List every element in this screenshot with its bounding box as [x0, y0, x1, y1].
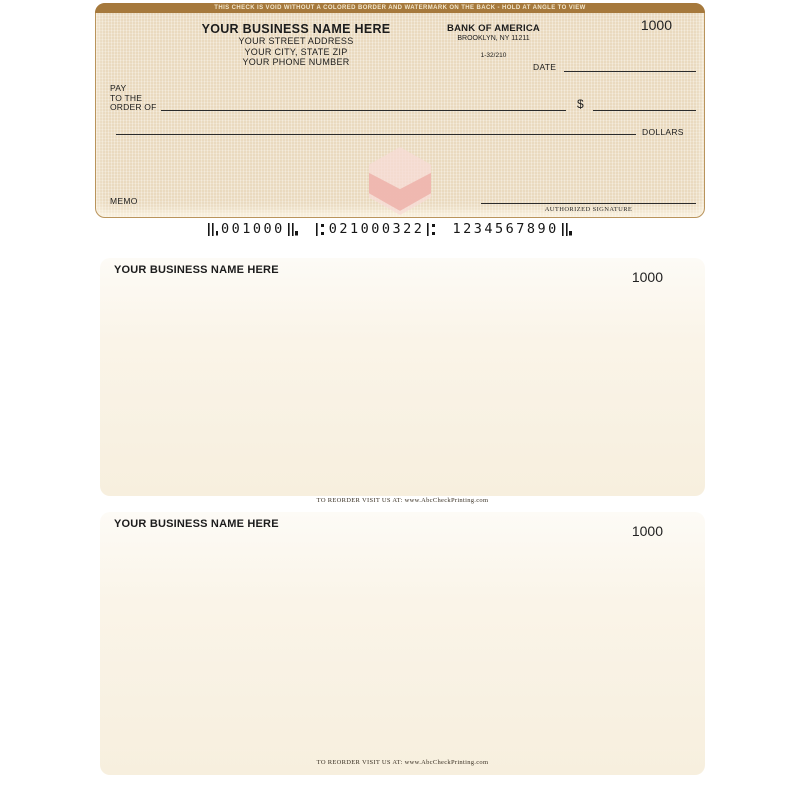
dollars-label: DOLLARS [642, 127, 684, 137]
micr-transit-symbol [427, 223, 437, 236]
micr-onus-symbol [288, 223, 298, 236]
authorized-signature-label: AUTHORIZED SIGNATURE [544, 206, 633, 213]
amount-line[interactable] [593, 100, 696, 111]
order-of-label: ORDER OF [110, 102, 157, 112]
micr-onus-symbol [562, 223, 572, 236]
voucher-stub-1 [100, 258, 705, 496]
watermark-cube-icon [369, 147, 431, 215]
pay-label: PAY [110, 83, 127, 93]
micr-account-number: 1234567890 [452, 221, 559, 237]
bank-name: BANK OF AMERICA [447, 23, 540, 34]
voucher-stub-2 [100, 512, 705, 775]
reorder-footer: TO REORDER VISIT US AT: www.AbcCheckPrinting.com [316, 759, 489, 766]
payee-line[interactable] [161, 100, 566, 111]
business-phone: YOUR PHONE NUMBER [242, 57, 350, 67]
business-street-address: YOUR STREET ADDRESS [238, 36, 354, 46]
bank-fractional-number: 1-32/210 [480, 52, 507, 59]
memo-label: MEMO [110, 196, 138, 206]
date-label: DATE [533, 62, 557, 72]
business-check [95, 3, 705, 218]
bank-location: BROOKLYN, NY 11211 [457, 35, 530, 42]
signature-line[interactable] [481, 193, 696, 204]
stub-check-number: 1000 [631, 269, 663, 285]
check-number: 1000 [640, 17, 672, 33]
security-banner-text: THIS CHECK IS VOID WITHOUT A COLORED BORDER AND WATERMARK ON THE BACK - HOLD AT ANGLE TO VIEW [214, 5, 586, 11]
bank-info-block [426, 23, 561, 59]
date-line[interactable] [564, 61, 696, 72]
micr-check-number: 001000 [221, 221, 285, 237]
stub-business-name: YOUR BUSINESS NAME HERE [114, 264, 279, 276]
business-city-state-zip: YOUR CITY, STATE ZIP [244, 46, 348, 57]
micr-line [205, 220, 575, 238]
stub-business-name: YOUR BUSINESS NAME HERE [114, 518, 279, 530]
amount-words-line[interactable] [116, 124, 636, 135]
security-banner [95, 3, 705, 13]
pay-to-order-label [110, 84, 156, 113]
to-the-label: TO THE [110, 92, 143, 103]
reorder-footer: TO REORDER VISIT US AT: www.AbcCheckPrinting.com [316, 497, 489, 504]
micr-routing-number: 021000322 [328, 221, 425, 237]
business-name: YOUR BUSINESS NAME HERE [201, 22, 391, 36]
dollar-sign: $ [577, 97, 584, 111]
business-info-block [156, 22, 436, 68]
stub-check-number: 1000 [631, 523, 663, 539]
micr-transit-symbol [316, 223, 326, 236]
micr-onus-symbol [208, 223, 218, 236]
